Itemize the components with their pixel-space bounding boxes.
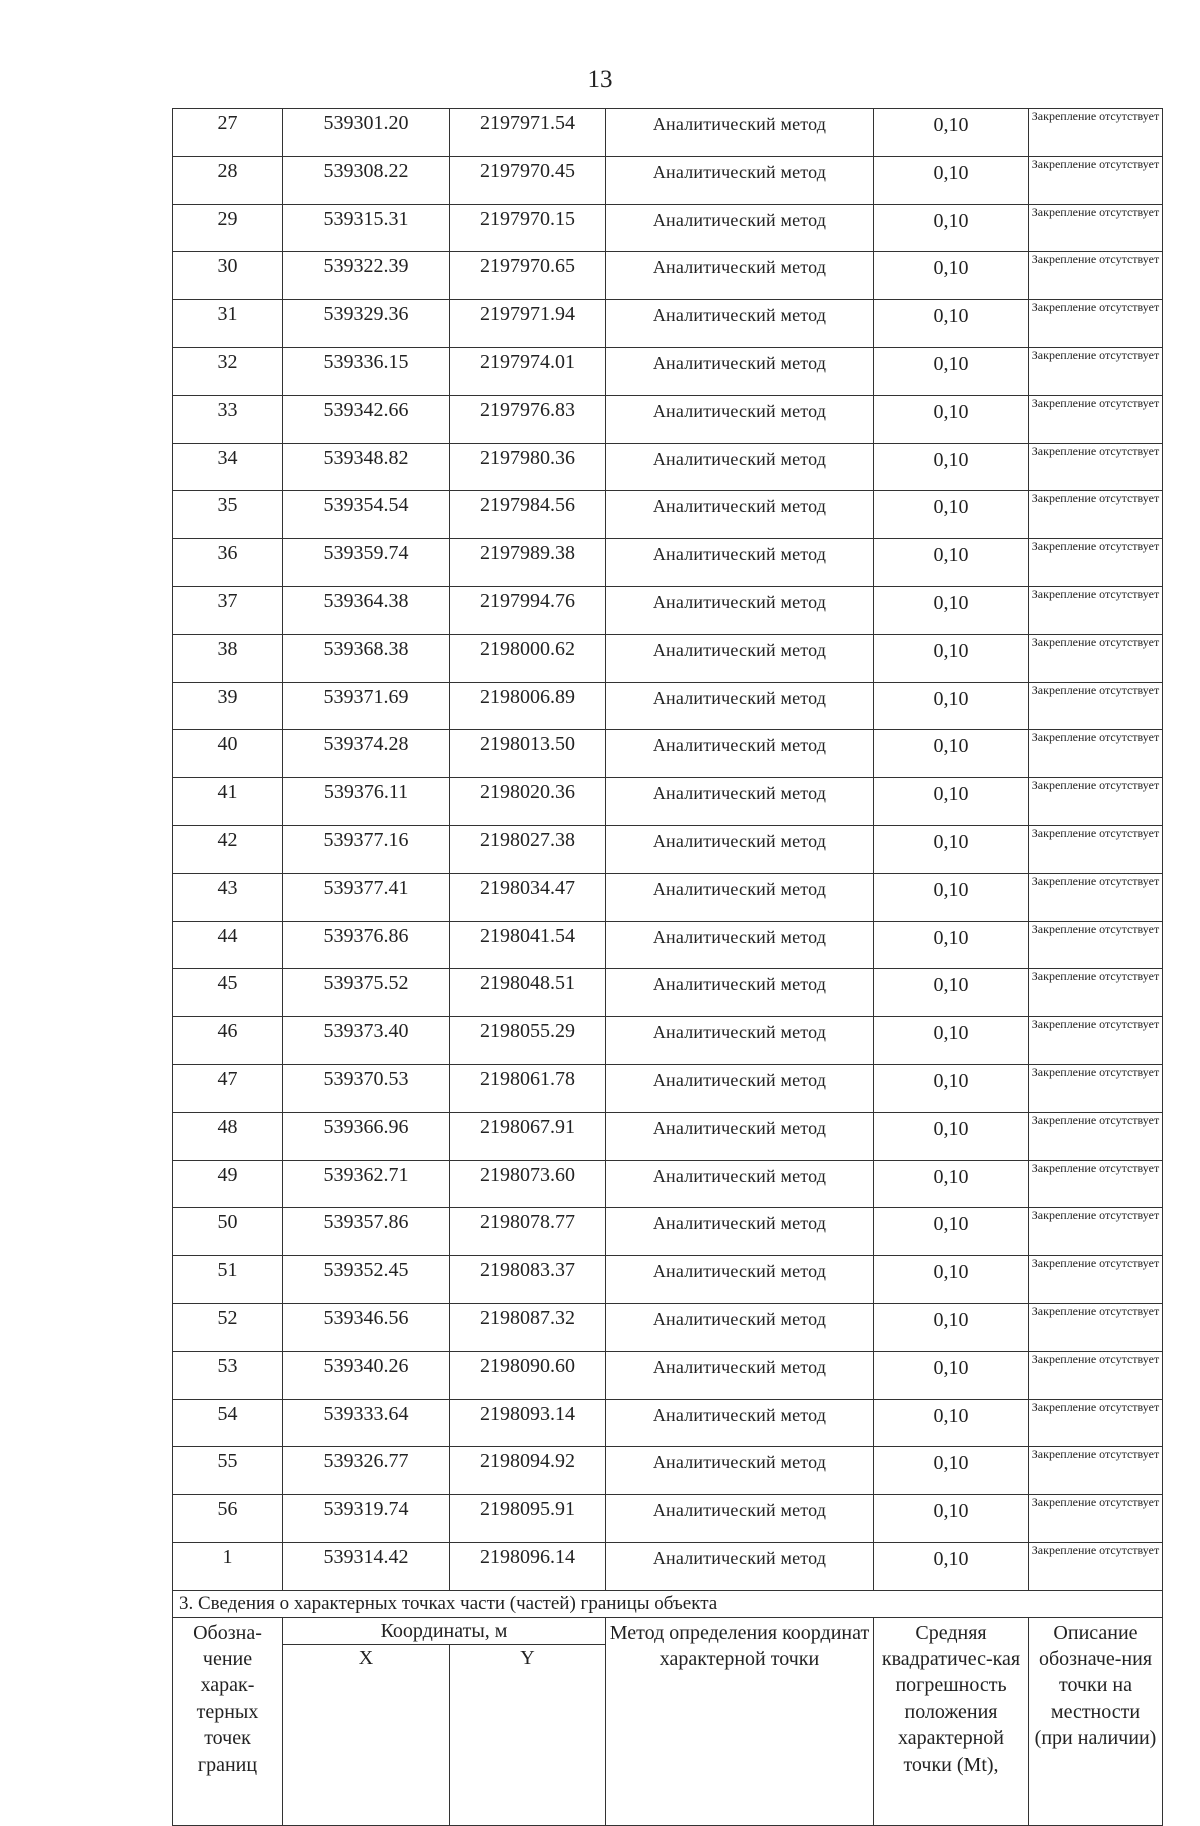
accuracy-cell: 0,10 <box>874 443 1029 491</box>
table-row <box>173 634 1163 682</box>
method-cell: Аналитический метод <box>606 730 874 778</box>
table-row <box>173 109 1163 157</box>
accuracy-cell: 0,10 <box>874 1447 1029 1495</box>
method-cell: Аналитический метод <box>606 1256 874 1304</box>
accuracy-cell: 0,10 <box>874 252 1029 300</box>
method-cell: Аналитический метод <box>606 634 874 682</box>
point-number: 37 <box>173 586 283 634</box>
coord-y: 2198013.50 <box>450 730 606 778</box>
method-cell: Аналитический метод <box>606 156 874 204</box>
coord-x: 539348.82 <box>283 443 450 491</box>
point-number: 47 <box>173 1064 283 1112</box>
description-cell: Закрепление отсутствует <box>1029 443 1163 491</box>
method-cell: Аналитический метод <box>606 1495 874 1543</box>
coord-x: 539364.38 <box>283 586 450 634</box>
table-row <box>173 1112 1163 1160</box>
table-row <box>173 491 1163 539</box>
method-cell: Аналитический метод <box>606 252 874 300</box>
point-number: 38 <box>173 634 283 682</box>
point-number: 55 <box>173 1447 283 1495</box>
coord-x: 539362.71 <box>283 1160 450 1208</box>
coord-y: 2198087.32 <box>450 1303 606 1351</box>
table-row <box>173 395 1163 443</box>
coord-x: 539371.69 <box>283 682 450 730</box>
accuracy-cell: 0,10 <box>874 969 1029 1017</box>
point-number: 48 <box>173 1112 283 1160</box>
description-cell: Закрепление отсутствует <box>1029 682 1163 730</box>
point-number: 32 <box>173 347 283 395</box>
table-row <box>173 1017 1163 1065</box>
point-number: 50 <box>173 1208 283 1256</box>
coord-y: 2198073.60 <box>450 1160 606 1208</box>
accuracy-cell: 0,10 <box>874 921 1029 969</box>
accuracy-cell: 0,10 <box>874 1256 1029 1304</box>
coord-y: 2197971.94 <box>450 300 606 348</box>
accuracy-cell: 0,10 <box>874 825 1029 873</box>
point-number: 42 <box>173 825 283 873</box>
point-number: 30 <box>173 252 283 300</box>
coord-y: 2197980.36 <box>450 443 606 491</box>
point-number: 29 <box>173 204 283 252</box>
description-cell: Закрепление отсутствует <box>1029 969 1163 1017</box>
coord-x: 539376.86 <box>283 921 450 969</box>
coord-y: 2198061.78 <box>450 1064 606 1112</box>
method-cell: Аналитический метод <box>606 109 874 157</box>
point-number: 39 <box>173 682 283 730</box>
point-number: 56 <box>173 1495 283 1543</box>
header-accuracy <box>874 1617 1029 1826</box>
coord-x: 539377.41 <box>283 873 450 921</box>
table-row <box>173 1399 1163 1447</box>
accuracy-cell: 0,10 <box>874 1112 1029 1160</box>
coord-y: 2198096.14 <box>450 1542 606 1590</box>
accuracy-cell: 0,10 <box>874 395 1029 443</box>
coord-x: 539340.26 <box>283 1351 450 1399</box>
point-number: 46 <box>173 1017 283 1065</box>
accuracy-cell: 0,10 <box>874 1064 1029 1112</box>
coord-y: 2198041.54 <box>450 921 606 969</box>
method-cell: Аналитический метод <box>606 1064 874 1112</box>
coord-x: 539354.54 <box>283 491 450 539</box>
coord-y: 2198083.37 <box>450 1256 606 1304</box>
table-row <box>173 252 1163 300</box>
table-row <box>173 969 1163 1017</box>
coord-y: 2197976.83 <box>450 395 606 443</box>
coord-x: 539342.66 <box>283 395 450 443</box>
description-cell: Закрепление отсутствует <box>1029 1495 1163 1543</box>
coord-x: 539326.77 <box>283 1447 450 1495</box>
header-method-label: Метод определения координат характерной точки <box>609 1621 870 1671</box>
table-row <box>173 1447 1163 1495</box>
accuracy-cell: 0,10 <box>874 1399 1029 1447</box>
table-row <box>173 300 1163 348</box>
accuracy-cell: 0,10 <box>874 1303 1029 1351</box>
coord-y: 2198093.14 <box>450 1399 606 1447</box>
description-cell: Закрепление отсутствует <box>1029 539 1163 587</box>
header-x: X <box>283 1645 450 1672</box>
coord-x: 539333.64 <box>283 1399 450 1447</box>
coord-x: 539346.56 <box>283 1303 450 1351</box>
method-cell: Аналитический метод <box>606 682 874 730</box>
method-cell: Аналитический метод <box>606 443 874 491</box>
coord-y: 2198055.29 <box>450 1017 606 1065</box>
description-cell: Закрепление отсутствует <box>1029 347 1163 395</box>
accuracy-cell: 0,10 <box>874 1542 1029 1590</box>
description-cell: Закрепление отсутствует <box>1029 730 1163 778</box>
table-row <box>173 1351 1163 1399</box>
section3-title: 3. Сведения о характерных точках части (частей) границы объекта <box>173 1590 1163 1617</box>
table-row <box>173 682 1163 730</box>
description-cell: Закрепление отсутствует <box>1029 778 1163 826</box>
description-cell: Закрепление отсутствует <box>1029 1256 1163 1304</box>
coord-x: 539308.22 <box>283 156 450 204</box>
header-designation <box>173 1617 283 1826</box>
description-cell: Закрепление отсутствует <box>1029 1208 1163 1256</box>
accuracy-cell: 0,10 <box>874 1351 1029 1399</box>
point-number: 54 <box>173 1399 283 1447</box>
coord-x: 539370.53 <box>283 1064 450 1112</box>
coord-x: 539375.52 <box>283 969 450 1017</box>
coord-x: 539374.28 <box>283 730 450 778</box>
description-cell: Закрепление отсутствует <box>1029 1351 1163 1399</box>
coord-y: 2198027.38 <box>450 825 606 873</box>
description-cell: Закрепление отсутствует <box>1029 586 1163 634</box>
point-number: 41 <box>173 778 283 826</box>
description-cell: Закрепление отсутствует <box>1029 1542 1163 1590</box>
coord-x: 539368.38 <box>283 634 450 682</box>
description-cell: Закрепление отсутствует <box>1029 1160 1163 1208</box>
description-cell: Закрепление отсутствует <box>1029 491 1163 539</box>
table-row <box>173 586 1163 634</box>
header-coords: Координаты, м <box>283 1617 606 1644</box>
method-cell: Аналитический метод <box>606 1542 874 1590</box>
coord-y: 2197970.65 <box>450 252 606 300</box>
table-row <box>173 1303 1163 1351</box>
method-cell: Аналитический метод <box>606 1351 874 1399</box>
description-cell: Закрепление отсутствует <box>1029 204 1163 252</box>
method-cell: Аналитический метод <box>606 778 874 826</box>
description-cell: Закрепление отсутствует <box>1029 873 1163 921</box>
coord-y: 2197971.54 <box>450 109 606 157</box>
coord-y: 2197989.38 <box>450 539 606 587</box>
method-cell: Аналитический метод <box>606 395 874 443</box>
header-description-label: Описание обозначе-ния точки на местности (при наличии) <box>1034 1621 1157 1750</box>
description-cell: Закрепление отсутствует <box>1029 825 1163 873</box>
coord-y: 2198095.91 <box>450 1495 606 1543</box>
method-cell: Аналитический метод <box>606 1017 874 1065</box>
point-number: 45 <box>173 969 283 1017</box>
accuracy-cell: 0,10 <box>874 156 1029 204</box>
description-cell: Закрепление отсутствует <box>1029 921 1163 969</box>
coord-x: 539377.16 <box>283 825 450 873</box>
method-cell: Аналитический метод <box>606 204 874 252</box>
coord-x: 539315.31 <box>283 204 450 252</box>
coord-x: 539319.74 <box>283 1495 450 1543</box>
coord-x: 539301.20 <box>283 109 450 157</box>
accuracy-cell: 0,10 <box>874 300 1029 348</box>
method-cell: Аналитический метод <box>606 921 874 969</box>
coord-y: 2198020.36 <box>450 778 606 826</box>
description-cell: Закрепление отсутствует <box>1029 1447 1163 1495</box>
method-cell: Аналитический метод <box>606 586 874 634</box>
header-x-space <box>283 1671 450 1826</box>
accuracy-cell: 0,10 <box>874 347 1029 395</box>
coord-y: 2197984.56 <box>450 491 606 539</box>
accuracy-cell: 0,10 <box>874 730 1029 778</box>
accuracy-cell: 0,10 <box>874 1495 1029 1543</box>
section3-header <box>173 1590 1163 1826</box>
method-cell: Аналитический метод <box>606 873 874 921</box>
coord-y: 2198048.51 <box>450 969 606 1017</box>
method-cell: Аналитический метод <box>606 1112 874 1160</box>
table-row <box>173 347 1163 395</box>
table-row <box>173 1495 1163 1543</box>
point-number: 1 <box>173 1542 283 1590</box>
accuracy-cell: 0,10 <box>874 586 1029 634</box>
header-designation-label: Обозна-чение харак-терных точек границ <box>193 1621 262 1776</box>
table-row <box>173 1160 1163 1208</box>
accuracy-cell: 0,10 <box>874 682 1029 730</box>
header-accuracy-label: Средняя квадратичес-кая погрешность положения характерной точки (Mt), <box>881 1621 1021 1776</box>
coord-y: 2197994.76 <box>450 586 606 634</box>
point-number: 49 <box>173 1160 283 1208</box>
accuracy-cell: 0,10 <box>874 1160 1029 1208</box>
table-row <box>173 778 1163 826</box>
description-cell: Закрепление отсутствует <box>1029 1017 1163 1065</box>
description-cell: Закрепление отсутствует <box>1029 109 1163 157</box>
table-row <box>173 1542 1163 1590</box>
point-number: 31 <box>173 300 283 348</box>
description-cell: Закрепление отсутствует <box>1029 1303 1163 1351</box>
point-number: 51 <box>173 1256 283 1304</box>
description-cell: Закрепление отсутствует <box>1029 1399 1163 1447</box>
description-cell: Закрепление отсутствует <box>1029 1112 1163 1160</box>
point-number: 40 <box>173 730 283 778</box>
point-number: 53 <box>173 1351 283 1399</box>
accuracy-cell: 0,10 <box>874 873 1029 921</box>
boundary-points-table <box>172 108 1163 1826</box>
coord-y: 2198090.60 <box>450 1351 606 1399</box>
accuracy-cell: 0,10 <box>874 1017 1029 1065</box>
coord-y: 2197970.15 <box>450 204 606 252</box>
accuracy-cell: 0,10 <box>874 204 1029 252</box>
coord-x: 539359.74 <box>283 539 450 587</box>
point-number: 36 <box>173 539 283 587</box>
coord-x: 539329.36 <box>283 300 450 348</box>
coord-y: 2198067.91 <box>450 1112 606 1160</box>
table-row <box>173 825 1163 873</box>
point-number: 52 <box>173 1303 283 1351</box>
coord-y: 2198094.92 <box>450 1447 606 1495</box>
coord-y: 2198034.47 <box>450 873 606 921</box>
table-row <box>173 156 1163 204</box>
point-number: 27 <box>173 109 283 157</box>
coord-x: 539357.86 <box>283 1208 450 1256</box>
description-cell: Закрепление отсутствует <box>1029 300 1163 348</box>
header-description <box>1029 1617 1163 1826</box>
point-number: 28 <box>173 156 283 204</box>
table-row <box>173 873 1163 921</box>
method-cell: Аналитический метод <box>606 969 874 1017</box>
coord-x: 539314.42 <box>283 1542 450 1590</box>
header-y-space <box>450 1671 606 1826</box>
method-cell: Аналитический метод <box>606 1447 874 1495</box>
accuracy-cell: 0,10 <box>874 634 1029 682</box>
accuracy-cell: 0,10 <box>874 109 1029 157</box>
accuracy-cell: 0,10 <box>874 539 1029 587</box>
coord-y: 2197970.45 <box>450 156 606 204</box>
table-row <box>173 1256 1163 1304</box>
coord-x: 539322.39 <box>283 252 450 300</box>
description-cell: Закрепление отсутствует <box>1029 252 1163 300</box>
point-number: 35 <box>173 491 283 539</box>
coord-y: 2197974.01 <box>450 347 606 395</box>
table-row <box>173 730 1163 778</box>
table-row <box>173 1208 1163 1256</box>
description-cell: Закрепление отсутствует <box>1029 395 1163 443</box>
method-cell: Аналитический метод <box>606 1399 874 1447</box>
table-row <box>173 1064 1163 1112</box>
header-method <box>606 1617 874 1826</box>
method-cell: Аналитический метод <box>606 825 874 873</box>
coord-y: 2198000.62 <box>450 634 606 682</box>
table-row <box>173 539 1163 587</box>
method-cell: Аналитический метод <box>606 300 874 348</box>
method-cell: Аналитический метод <box>606 539 874 587</box>
coord-y: 2198078.77 <box>450 1208 606 1256</box>
coord-x: 539373.40 <box>283 1017 450 1065</box>
accuracy-cell: 0,10 <box>874 491 1029 539</box>
table-body <box>173 109 1163 1591</box>
table-row <box>173 443 1163 491</box>
point-number: 44 <box>173 921 283 969</box>
coord-x: 539376.11 <box>283 778 450 826</box>
table-row <box>173 204 1163 252</box>
method-cell: Аналитический метод <box>606 1208 874 1256</box>
point-number: 43 <box>173 873 283 921</box>
description-cell: Закрепление отсутствует <box>1029 1064 1163 1112</box>
coord-x: 539352.45 <box>283 1256 450 1304</box>
method-cell: Аналитический метод <box>606 347 874 395</box>
point-number: 34 <box>173 443 283 491</box>
method-cell: Аналитический метод <box>606 491 874 539</box>
coord-y: 2198006.89 <box>450 682 606 730</box>
coord-x: 539336.15 <box>283 347 450 395</box>
description-cell: Закрепление отсутствует <box>1029 634 1163 682</box>
page-number: 13 <box>587 66 613 93</box>
point-number: 33 <box>173 395 283 443</box>
method-cell: Аналитический метод <box>606 1160 874 1208</box>
accuracy-cell: 0,10 <box>874 1208 1029 1256</box>
table-row <box>173 921 1163 969</box>
method-cell: Аналитический метод <box>606 1303 874 1351</box>
coord-x: 539366.96 <box>283 1112 450 1160</box>
header-y: Y <box>450 1645 606 1672</box>
description-cell: Закрепление отсутствует <box>1029 156 1163 204</box>
accuracy-cell: 0,10 <box>874 778 1029 826</box>
